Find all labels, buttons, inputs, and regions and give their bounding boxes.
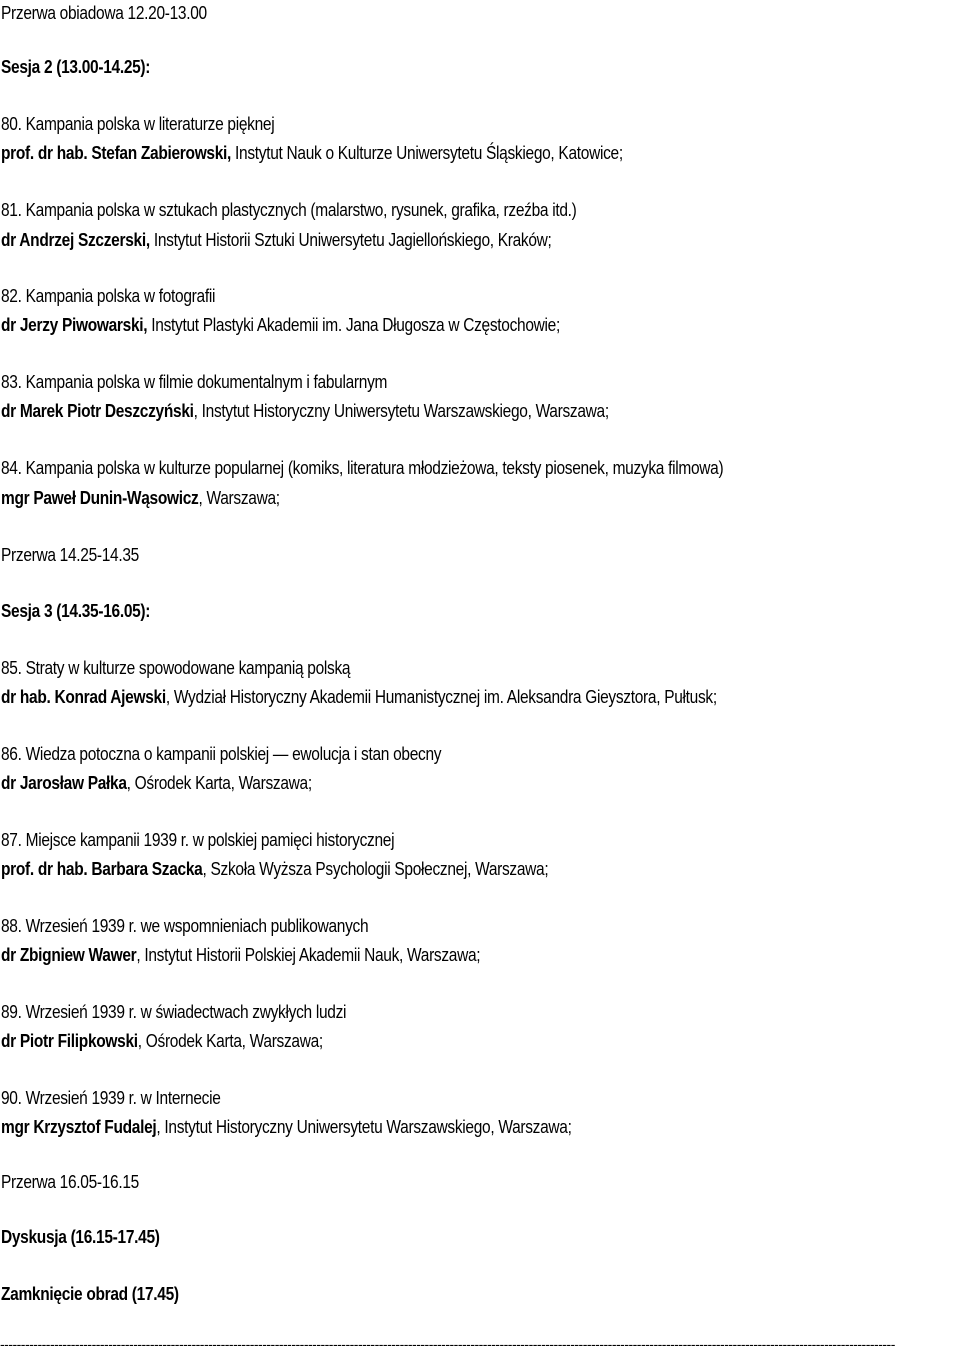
talk-82-speaker: dr Jerzy Piwowarski, bbox=[1, 315, 148, 335]
talk-90-speaker-line bbox=[1, 1115, 572, 1139]
talk-84-speaker: mgr Paweł Dunin-Wąsowicz bbox=[1, 488, 199, 508]
lunch-break: Przerwa obiadowa 12.20-13.00 bbox=[1, 3, 207, 23]
talk-88-speaker: dr Zbigniew Wawer bbox=[1, 945, 137, 965]
talk-80-speaker: prof. dr hab. Stefan Zabierowski, bbox=[1, 143, 232, 163]
talk-85-affiliation: , Wydział Historyczny Akademii Humanistycznej im. Aleksandra Gieysztora, Pułtusk; bbox=[165, 687, 717, 707]
talk-82-affiliation: Instytut Plastyki Akademii im. Jana Długosza w Częstochowie; bbox=[147, 315, 560, 335]
break-2: Przerwa 14.25-14.35 bbox=[1, 545, 139, 565]
talk-82-speaker-line bbox=[1, 313, 560, 337]
talk-85-speaker: dr hab. Konrad Ajewski bbox=[1, 687, 166, 707]
talk-83-speaker-line bbox=[1, 399, 609, 423]
talk-80-title: 80. Kampania polska w literaturze pięknej bbox=[1, 114, 275, 134]
talk-85-title: 85. Straty w kulturze spowodowane kampanią polską bbox=[1, 658, 351, 678]
talk-90-speaker: mgr Krzysztof Fudalej bbox=[1, 1117, 157, 1137]
talk-87-affiliation: , Szkoła Wyższa Psychologii Społecznej, Warszawa; bbox=[202, 859, 549, 879]
talk-87-speaker-line bbox=[1, 857, 548, 881]
talk-82-title: 82. Kampania polska w fotografii bbox=[1, 286, 216, 306]
talk-86-title: 86. Wiedza potoczna o kampanii polskiej — ewolucja i stan obecny bbox=[1, 744, 442, 764]
talk-85-speaker-line bbox=[1, 685, 717, 709]
talk-89-speaker-line bbox=[1, 1029, 323, 1053]
session-3-heading: Sesja 3 (14.35-16.05): bbox=[1, 601, 151, 621]
talk-90-title: 90. Wrzesień 1939 r. w Internecie bbox=[1, 1088, 221, 1108]
talk-80-affiliation: Instytut Nauk o Kulturze Uniwersytetu Śląskiego, Katowice; bbox=[231, 143, 623, 163]
talk-89-title: 89. Wrzesień 1939 r. w świadectwach zwykłych ludzi bbox=[1, 1002, 347, 1022]
talk-80-speaker-line bbox=[1, 141, 623, 165]
talk-83-title: 83. Kampania polska w filmie dokumentalnym i fabularnym bbox=[1, 372, 388, 392]
dashed-divider: ----------------------------------------------------------------------------------------------------------------------------------------------------------------------------------------------------------------------- bbox=[0, 1338, 895, 1350]
talk-83-affiliation: , Instytut Historyczny Uniwersytetu Warszawskiego, Warszawa; bbox=[193, 401, 609, 421]
talk-81-affiliation: Instytut Historii Sztuki Uniwersytetu Jagiellońskiego, Kraków; bbox=[149, 230, 552, 250]
talk-87-title: 87. Miejsce kampanii 1939 r. w polskiej pamięci historycznej bbox=[1, 830, 395, 850]
talk-81-title: 81. Kampania polska w sztukach plastycznych (malarstwo, rysunek, grafika, rzeźba itd.) bbox=[1, 200, 577, 220]
session-2-heading: Sesja 2 (13.00-14.25): bbox=[1, 57, 151, 77]
talk-86-affiliation: , Ośrodek Karta, Warszawa; bbox=[126, 773, 312, 793]
talk-88-speaker-line bbox=[1, 943, 480, 967]
talk-86-speaker: dr Jarosław Pałka bbox=[1, 773, 127, 793]
talk-89-speaker: dr Piotr Filipkowski bbox=[1, 1031, 138, 1051]
talk-87-speaker: prof. dr hab. Barbara Szacka bbox=[1, 859, 203, 879]
talk-88-title: 88. Wrzesień 1939 r. we wspomnieniach publikowanych bbox=[1, 916, 369, 936]
talk-83-speaker: dr Marek Piotr Deszczyński bbox=[1, 401, 194, 421]
talk-81-speaker: dr Andrzej Szczerski, bbox=[1, 230, 150, 250]
talk-86-speaker-line bbox=[1, 771, 312, 795]
talk-84-speaker-line bbox=[1, 486, 280, 510]
talk-84-affiliation: , Warszawa; bbox=[198, 488, 280, 508]
talk-81-speaker-line bbox=[1, 228, 552, 252]
discussion-heading: Dyskusja (16.15-17.45) bbox=[1, 1227, 160, 1247]
talk-84-title: 84. Kampania polska w kulturze popularnej (komiks, literatura młodzieżowa, teksty piosenek, muzyka filmowa) bbox=[1, 458, 724, 478]
closing-heading: Zamknięcie obrad (17.45) bbox=[1, 1284, 179, 1304]
break-3: Przerwa 16.05-16.15 bbox=[1, 1172, 139, 1192]
talk-89-affiliation: , Ośrodek Karta, Warszawa; bbox=[137, 1031, 323, 1051]
talk-88-affiliation: , Instytut Historii Polskiej Akademii Nauk, Warszawa; bbox=[136, 945, 481, 965]
talk-90-affiliation: , Instytut Historyczny Uniwersytetu Warszawskiego, Warszawa; bbox=[156, 1117, 572, 1137]
